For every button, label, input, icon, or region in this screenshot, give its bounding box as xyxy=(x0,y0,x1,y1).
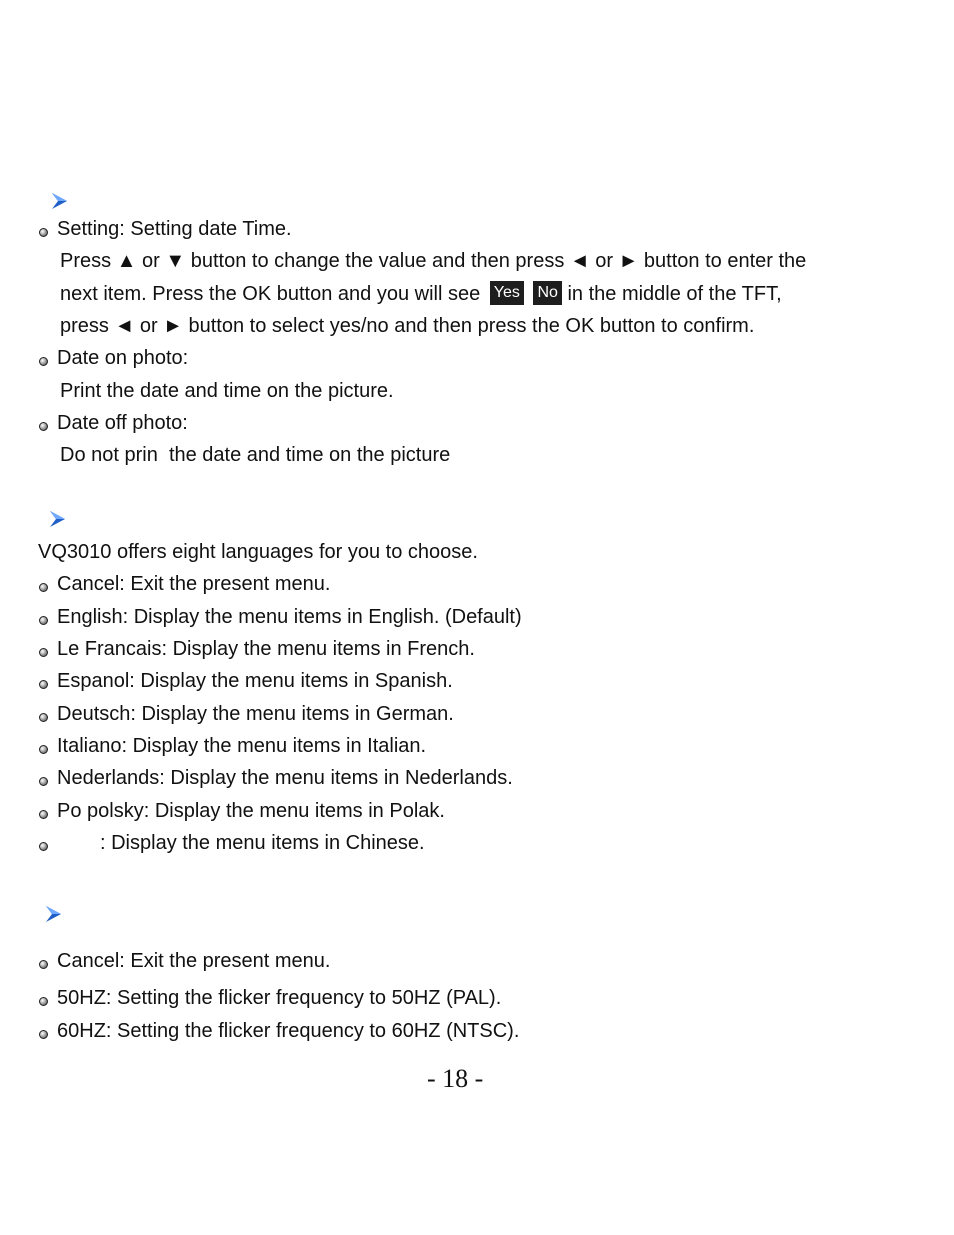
bullet-icon xyxy=(39,357,48,366)
bullet-icon xyxy=(39,422,48,431)
section-arrow-icon xyxy=(50,192,70,210)
bullet-icon xyxy=(39,777,48,786)
language-item-dutch: Nederlands: Display the menu items in Nederlands. xyxy=(57,767,513,789)
date-off-item: Date off photo: xyxy=(57,412,188,434)
language-item-chinese: : Display the menu items in Chinese. xyxy=(100,832,425,854)
setting-desc-line1: Press ▲ or ▼ button to change the value and then press ◄ or ► button to enter the xyxy=(60,250,807,272)
setting-item: Setting: Setting date Time. xyxy=(57,218,292,240)
bullet-icon xyxy=(39,680,48,689)
setting-desc-line3: press ◄ or ► button to select yes/no and then press the OK button to confirm. xyxy=(60,315,755,337)
bullet-icon xyxy=(39,997,48,1006)
language-item-english: English: Display the menu items in English. (Default) xyxy=(57,606,522,628)
date-on-item: Date on photo: xyxy=(57,347,189,369)
date-on-desc: Print the date and time on the picture. xyxy=(60,380,394,402)
section-arrow-icon xyxy=(48,510,68,528)
frequency-item-50hz: 50HZ: Setting the flicker frequency to 50HZ (PAL). xyxy=(57,987,502,1009)
bullet-icon xyxy=(39,1030,48,1039)
bullet-icon xyxy=(39,810,48,819)
date-off-desc: Do not prin the date and time on the picture xyxy=(60,444,451,466)
bullet-icon xyxy=(39,228,48,237)
section-arrow-icon xyxy=(44,905,64,923)
language-item-german: Deutsch: Display the menu items in German. xyxy=(57,703,454,725)
bullet-icon xyxy=(39,648,48,657)
language-intro: VQ3010 offers eight languages for you to choose. xyxy=(38,541,478,563)
bullet-icon xyxy=(39,583,48,592)
language-item-italian: Italiano: Display the menu items in Italian. xyxy=(57,735,427,757)
no-button: No xyxy=(533,281,561,305)
frequency-item-60hz: 60HZ: Setting the flicker frequency to 60HZ (NTSC). xyxy=(57,1020,520,1042)
bullet-icon xyxy=(39,960,48,969)
setting-desc-line2 xyxy=(60,282,782,306)
bullet-icon xyxy=(39,713,48,722)
setting-desc-line2-pre: next item. Press the OK button and you will see xyxy=(60,283,481,305)
yes-button: Yes xyxy=(490,281,524,305)
page-number: - 18 - xyxy=(427,1064,484,1093)
language-item-french: Le Francais: Display the menu items in French. xyxy=(57,638,475,660)
language-item-spanish: Espanol: Display the menu items in Spanish. xyxy=(57,670,453,692)
language-item-cancel: Cancel: Exit the present menu. xyxy=(57,573,331,595)
bullet-icon xyxy=(39,616,48,625)
setting-desc-line2-post: in the middle of the TFT, xyxy=(567,283,782,305)
frequency-item-cancel: Cancel: Exit the present menu. xyxy=(57,950,331,972)
bullet-icon xyxy=(39,842,48,851)
language-item-polish: Po polsky: Display the menu items in Polak. xyxy=(57,800,445,822)
bullet-icon xyxy=(39,745,48,754)
